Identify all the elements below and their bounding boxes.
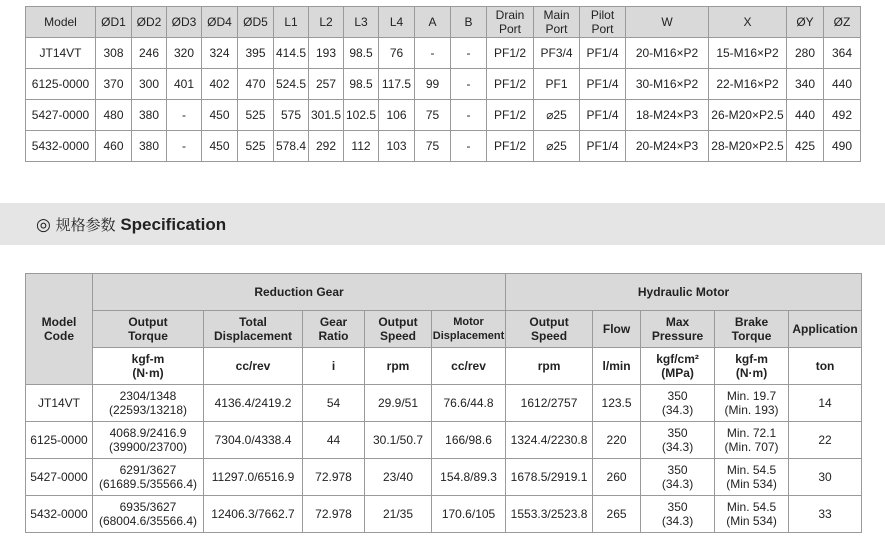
dimension-cell: 414.5 [274,38,309,69]
model-code-header: Model Code [26,274,93,385]
dimension-cell: 99 [415,69,451,100]
spec-cell: 1612/2757 [506,385,593,422]
dimension-cell: 98.5 [344,69,379,100]
dimension-cell: 364 [824,38,861,69]
spec-cell: Min. 19.7 (Min. 193) [715,385,789,422]
dimension-header-cell: ØZ [824,7,861,38]
spec-cell: 350 (34.3) [641,496,715,533]
dimension-header-cell: ØD4 [202,7,238,38]
spec-cell: 5432-0000 [26,496,93,533]
dimension-cell: 75 [415,131,451,162]
spec-cell: 170.6/105 [432,496,506,533]
dimension-cell: 340 [787,69,824,100]
dimension-cell: 257 [309,69,344,100]
dimension-cell: 103 [379,131,415,162]
spec-unit-cell: kgf-m (N·m) [93,348,204,385]
dimension-header-cell: ØD1 [96,7,132,38]
spec-cell: 5427-0000 [26,459,93,496]
dimension-header-cell: Main Port [534,7,580,38]
spec-column-header: Brake Torque [715,311,789,348]
dimension-cell: JT14VT [26,38,96,69]
section-band [0,203,885,245]
spec-column-header: Total Displacement [204,311,303,348]
dimension-cell: 301.5 [309,100,344,131]
dimension-cell: 524.5 [274,69,309,100]
dimension-header-cell: X [709,7,787,38]
spec-cell: 54 [303,385,365,422]
dimension-cell: 246 [132,38,167,69]
spec-row [26,422,862,459]
dimension-cell: 5427-0000 [26,100,96,131]
spec-cell: 7304.0/4338.4 [204,422,303,459]
spec-cell: 260 [593,459,641,496]
dimension-cell: 292 [309,131,344,162]
spec-cell: 1324.4/2230.8 [506,422,593,459]
spec-unit-cell: i [303,348,365,385]
dimension-cell: - [451,38,487,69]
spec-cell: 6291/3627 (61689.5/35566.4) [93,459,204,496]
spec-row [26,496,862,533]
dimension-cell: PF1/2 [487,131,534,162]
spec-column-header: Max Pressure [641,311,715,348]
dimension-header-cell: ØY [787,7,824,38]
spec-cell: 350 (34.3) [641,459,715,496]
dimension-header-cell: Drain Port [487,7,534,38]
spec-cell: 1553.3/2523.8 [506,496,593,533]
spec-row [26,459,862,496]
dimension-header-cell: ØD3 [167,7,202,38]
spec-column-header: Motor Displacement [432,311,506,348]
spec-unit-cell: l/min [593,348,641,385]
dimension-row [26,131,861,162]
dimension-cell: 300 [132,69,167,100]
dimension-cell: 280 [787,38,824,69]
dimension-cell: 525 [238,100,274,131]
dimension-cell: PF1/4 [580,69,626,100]
dimension-cell: - [451,69,487,100]
spec-column-header: Output Speed [506,311,593,348]
dimension-cell: 460 [96,131,132,162]
dimension-cell: 525 [238,131,274,162]
dimension-cell: 440 [787,100,824,131]
spec-cell: 265 [593,496,641,533]
spec-cell: 6125-0000 [26,422,93,459]
spec-cell: 30.1/50.7 [365,422,432,459]
dimension-cell: 578.4 [274,131,309,162]
dimension-cell: 320 [167,38,202,69]
spec-cell: 76.6/44.8 [432,385,506,422]
spec-cell: 30 [789,459,862,496]
dimension-cell: ⌀25 [534,131,580,162]
spec-cell: 44 [303,422,365,459]
dimension-cell: 370 [96,69,132,100]
dimension-header-cell: B [451,7,487,38]
spec-cell: JT14VT [26,385,93,422]
dimension-table [25,6,861,162]
dimension-cell: 18-M24×P3 [626,100,709,131]
dimension-row [26,69,861,100]
dimension-cell: ⌀25 [534,100,580,131]
dimension-header-cell: A [415,7,451,38]
dimension-cell: 470 [238,69,274,100]
dimension-header-cell: L4 [379,7,415,38]
dimension-header-cell: L3 [344,7,379,38]
dimension-cell: PF1/2 [487,100,534,131]
dimension-cell: 75 [415,100,451,131]
spec-column-header: Gear Ratio [303,311,365,348]
spec-column-header: Application [789,311,862,348]
spec-unit-cell: ton [789,348,862,385]
spec-cell: 350 (34.3) [641,385,715,422]
dimension-cell: 380 [132,100,167,131]
dimension-cell: PF1/2 [487,69,534,100]
dimension-cell: 450 [202,100,238,131]
dimension-cell: 6125-0000 [26,69,96,100]
dimension-row [26,100,861,131]
dimension-row [26,38,861,69]
spec-unit-cell: rpm [365,348,432,385]
dimension-cell: 492 [824,100,861,131]
dimension-cell: 480 [96,100,132,131]
dimension-cell: 425 [787,131,824,162]
dimension-cell: - [167,100,202,131]
dimension-cell: 490 [824,131,861,162]
spec-cell: 123.5 [593,385,641,422]
spec-unit-cell: cc/rev [432,348,506,385]
dimension-cell: - [167,131,202,162]
spec-cell: 72.978 [303,496,365,533]
dimension-cell: 450 [202,131,238,162]
dimension-header-row [26,7,861,38]
spec-cell: 72.978 [303,459,365,496]
spec-cell: Min. 54.5 (Min 534) [715,459,789,496]
spec-cell: 154.8/89.3 [432,459,506,496]
spec-column-header: Flow [593,311,641,348]
spec-unit-cell: kgf/cm² (MPa) [641,348,715,385]
spec-cell: 166/98.6 [432,422,506,459]
reduction-gear-header: Reduction Gear [93,274,506,311]
spec-cell: Min. 54.5 (Min 534) [715,496,789,533]
dimension-header-cell: ØD2 [132,7,167,38]
spec-cell: 11297.0/6516.9 [204,459,303,496]
spec-cell: 29.9/51 [365,385,432,422]
dimension-cell: 117.5 [379,69,415,100]
hydraulic-motor-header: Hydraulic Motor [506,274,862,311]
dimension-cell: 324 [202,38,238,69]
section-title-cn: 规格参数 [55,216,116,234]
dimension-cell: 395 [238,38,274,69]
section-title [36,215,226,235]
specification-table [25,273,862,533]
dimension-header-cell: ØD5 [238,7,274,38]
spec-cell: 12406.3/7662.7 [204,496,303,533]
dimension-cell: 402 [202,69,238,100]
dimension-cell: PF1/4 [580,100,626,131]
dimension-cell: 26-M20×P2.5 [709,100,787,131]
dimension-cell: 15-M16×P2 [709,38,787,69]
dimension-cell: 20-M24×P3 [626,131,709,162]
section-title-en: Specification [120,215,227,234]
spec-row [26,385,862,422]
spec-cell: 4136.4/2419.2 [204,385,303,422]
dimension-cell: PF1/2 [487,38,534,69]
dimension-cell: 401 [167,69,202,100]
dimension-cell: 20-M16×P2 [626,38,709,69]
dimension-cell: 193 [309,38,344,69]
dimension-cell: PF1/4 [580,131,626,162]
spec-column-row [26,311,862,348]
dimension-cell: - [415,38,451,69]
dimension-cell: 30-M16×P2 [626,69,709,100]
dimension-cell: 98.5 [344,38,379,69]
spec-group-row [26,274,862,311]
dimension-cell: PF1/4 [580,38,626,69]
dimension-cell: 440 [824,69,861,100]
dimension-cell: 22-M16×P2 [709,69,787,100]
dimension-cell: 106 [379,100,415,131]
spec-cell: 1678.5/2919.1 [506,459,593,496]
dimension-cell: PF1 [534,69,580,100]
spec-cell: 14 [789,385,862,422]
spec-cell: 4068.9/2416.9 (39900/23700) [93,422,204,459]
dimension-header-cell: Pilot Port [580,7,626,38]
dimension-cell: 380 [132,131,167,162]
dimension-header-cell: L2 [309,7,344,38]
dimension-cell: 112 [344,131,379,162]
dimension-header-cell: Model [26,7,96,38]
spec-unit-cell: kgf-m (N·m) [715,348,789,385]
circle-icon: ◎ [36,215,51,234]
dimension-cell: - [451,131,487,162]
dimension-cell: 308 [96,38,132,69]
dimension-cell: PF3/4 [534,38,580,69]
spec-cell: Min. 72.1 (Min. 707) [715,422,789,459]
dimension-header-cell: W [626,7,709,38]
spec-cell: 220 [593,422,641,459]
dimension-cell: 102.5 [344,100,379,131]
spec-unit-cell: cc/rev [204,348,303,385]
dimension-cell: 5432-0000 [26,131,96,162]
spec-cell: 23/40 [365,459,432,496]
spec-cell: 33 [789,496,862,533]
spec-cell: 22 [789,422,862,459]
dimension-cell: 575 [274,100,309,131]
spec-column-header: Output Speed [365,311,432,348]
dimension-cell: 76 [379,38,415,69]
spec-cell: 21/35 [365,496,432,533]
spec-unit-cell: rpm [506,348,593,385]
spec-cell: 2304/1348 (22593/13218) [93,385,204,422]
dimension-cell: - [451,100,487,131]
spec-cell: 6935/3627 (68004.6/35566.4) [93,496,204,533]
dimension-header-cell: L1 [274,7,309,38]
spec-column-header: Output Torque [93,311,204,348]
spec-cell: 350 (34.3) [641,422,715,459]
spec-unit-row [26,348,862,385]
dimension-cell: 28-M20×P2.5 [709,131,787,162]
